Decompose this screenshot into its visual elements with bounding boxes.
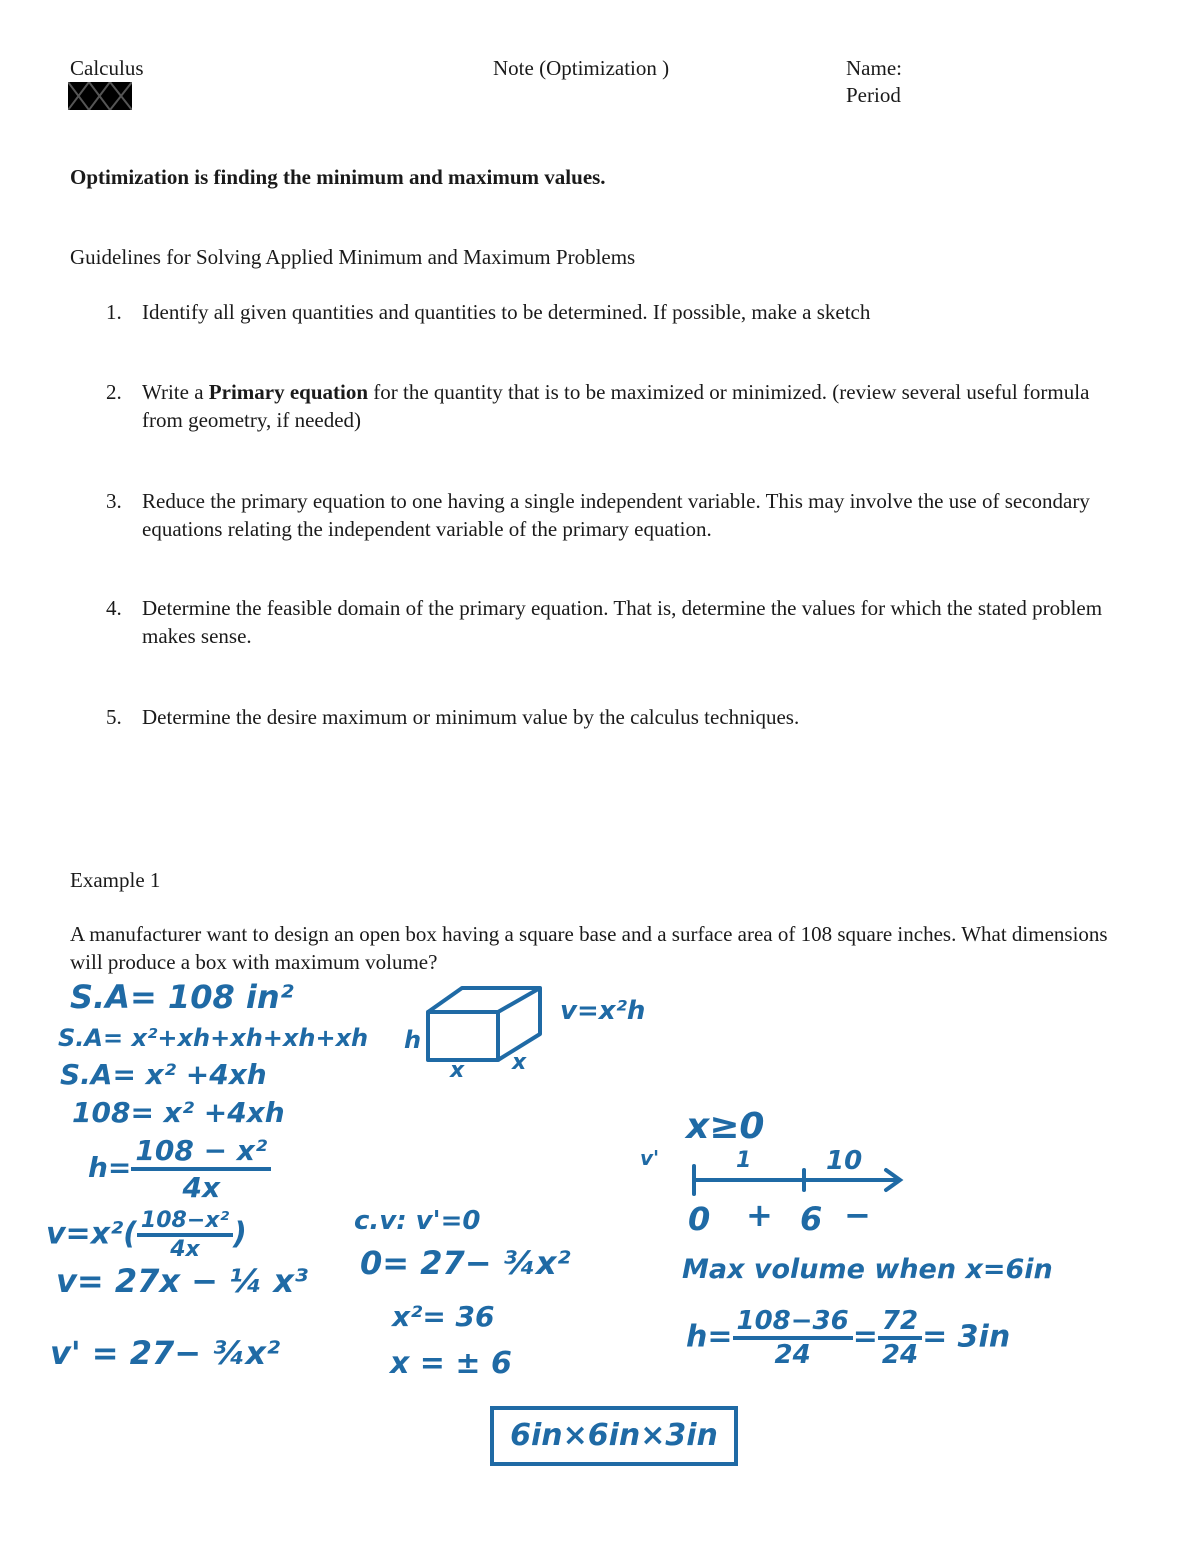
- page-title: Note (Optimization ): [493, 56, 670, 80]
- guideline-text: Write a Primary equation for the quantity that is to be maximized or minimized. (review several useful formula from geometry, if needed): [142, 380, 1090, 432]
- hw-test-value-10: 10: [826, 1146, 863, 1176]
- course-name: Calculus: [70, 56, 144, 80]
- hw-test-value-1: 1: [736, 1148, 752, 1173]
- hw-critical-value-label: c.v: v'=0: [354, 1206, 481, 1236]
- guideline-text: Determine the feasible domain of the primary equation. That is, determine the values for which the stated problem makes sense.: [142, 596, 1103, 648]
- hw-h-solved: h= $\frac{\text{108 − x²}}{4x}$: [88, 1134, 271, 1204]
- hw-surface-area-expanded: S.A= x²+xh+xh+xh+xh: [58, 1024, 369, 1052]
- guideline-text: Reduce the primary equation to one having a single independent variable. This may involve the use of secondary equations relating the independent variable of the primary equation.: [142, 489, 1090, 541]
- hw-h-final: h= $\frac{108-36}{24}$ = $\frac{72}{24}$ = 3in: [686, 1306, 1011, 1370]
- guideline-number: 4.: [106, 596, 122, 620]
- guideline-text: Determine the desire maximum or minimum value by the calculus techniques.: [142, 705, 800, 729]
- hw-equation-108: 108= x² +4xh: [72, 1096, 285, 1129]
- hw-sign-minus: −: [844, 1196, 871, 1234]
- hw-volume-formula: v=x²h: [560, 996, 646, 1026]
- hw-vprime-label: v': [640, 1146, 660, 1170]
- guideline-number: 1.: [106, 300, 122, 324]
- hw-surface-area-simplified: S.A= x² +4xh: [60, 1058, 267, 1091]
- hw-volume-derivative: v' = 27− ¾x²: [50, 1334, 281, 1372]
- name-label: Name:: [846, 56, 902, 80]
- guideline-text: Identify all given quantities and quantities to be determined. If possible, make a sketch: [142, 300, 871, 324]
- sign-chart-number-line-icon: [686, 1160, 908, 1200]
- period-label: Period: [846, 83, 901, 107]
- hw-box-depth-label: x: [512, 1050, 527, 1075]
- guideline-number: 3.: [106, 489, 122, 513]
- example-problem: A manufacturer want to design an open box having a square base and a surface area of 108 square inches. What dimensions will produce a box with maximum volume?: [70, 922, 1108, 974]
- guidelines-title: Guidelines for Solving Applied Minimum and Maximum Problems: [70, 245, 636, 269]
- hw-domain-constraint: x≥0: [686, 1106, 765, 1147]
- hw-cv-equation-1: 0= 27− ¾x²: [360, 1244, 571, 1282]
- primary-equation-term: Primary equation: [208, 380, 369, 404]
- guideline-number: 2.: [106, 380, 122, 404]
- hw-sign-six: 6: [800, 1200, 823, 1238]
- definition-text: Optimization is finding the minimum and maximum values.: [70, 165, 606, 189]
- hw-final-answer-box: 6in×6in×3in: [490, 1406, 738, 1466]
- hw-volume-substituted: v=x²( $\frac{\text{108−x²}}{4x}$ ): [46, 1208, 247, 1262]
- redaction-x-pattern: [68, 82, 132, 110]
- hw-sign-plus: +: [746, 1196, 773, 1234]
- hw-box-height-label: h: [404, 1026, 422, 1054]
- hw-volume-polynomial: v= 27x − ¼ x³: [56, 1262, 308, 1300]
- example-title: Example 1: [70, 868, 161, 892]
- hw-box-base-label: x: [450, 1058, 465, 1083]
- hw-max-volume-statement: Max volume when x=6in: [682, 1254, 1053, 1285]
- hw-cv-equation-2: x²= 36: [392, 1300, 495, 1333]
- hw-cv-equation-3: x = ± 6: [390, 1346, 512, 1381]
- open-box-sketch-icon: [400, 982, 550, 1092]
- guideline-number: 5.: [106, 705, 122, 729]
- redacted-name-block: [68, 82, 132, 110]
- hw-sign-zero: 0: [688, 1200, 711, 1238]
- hw-surface-area-given: S.A= 108 in²: [70, 978, 294, 1016]
